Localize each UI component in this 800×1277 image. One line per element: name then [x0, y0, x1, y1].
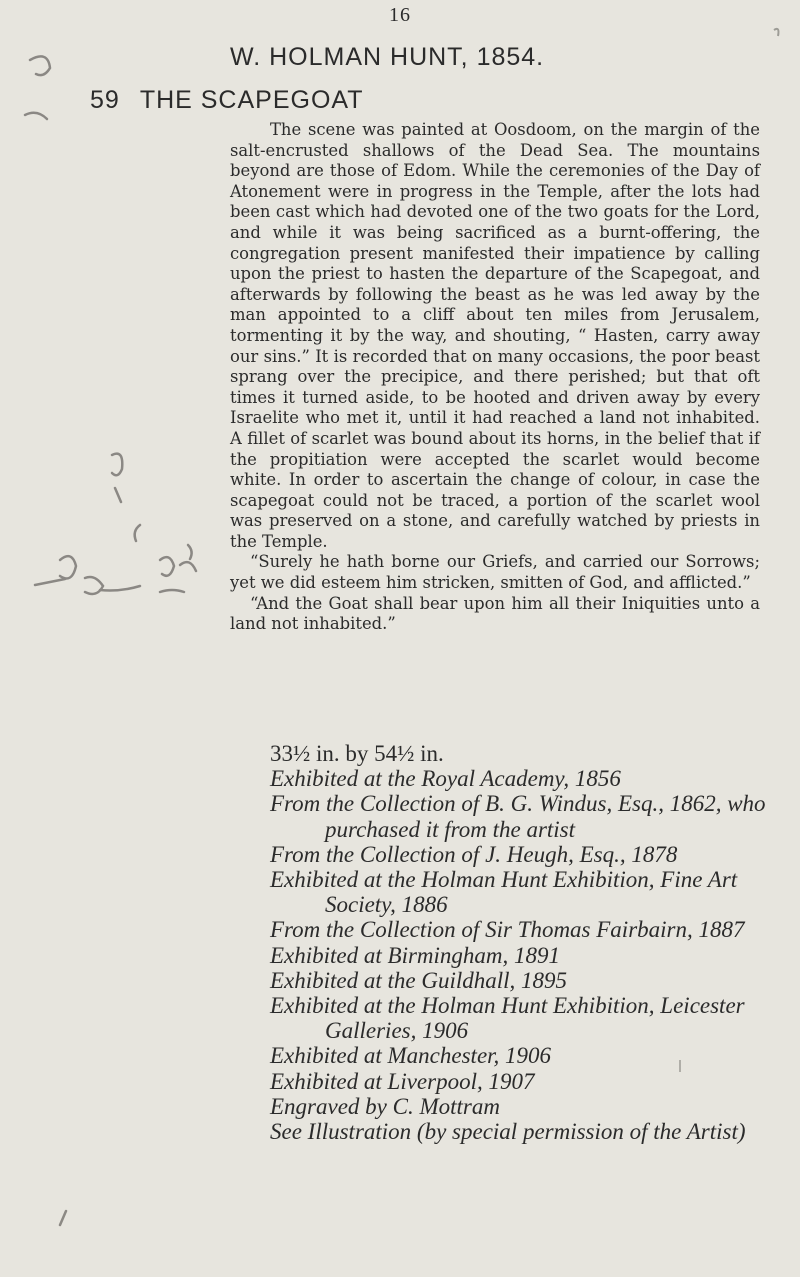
provenance-item: Exhibited at the Holman Hunt Exhibition, Fine Art — [270, 867, 738, 893]
provenance-item: Exhibited at Manchester, 1906 — [270, 1043, 552, 1069]
provenance-item: Exhibited at Liverpool, 1907 — [270, 1068, 535, 1094]
provenance-item-continued: purchased it from the artist — [325, 816, 576, 842]
provenance-item: Exhibited at Birmingham, 1891 — [270, 942, 561, 968]
catalogue-number: 59 — [90, 86, 120, 114]
provenance-item: Engraved by C. Mottram — [270, 1093, 500, 1119]
description-text — [230, 120, 760, 635]
provenance-item: From the Collection of J. Heugh, Esq., 1878 — [270, 841, 678, 867]
provenance-item: Exhibited at the Royal Academy, 1856 — [270, 766, 621, 792]
provenance-item: From the Collection of B. G. Windus, Esq., 1862, who — [270, 791, 766, 817]
scripture-quote: “Surely he hath borne our Griefs, and carried our Sorrows; yet we did esteem him stricken, smitten of God, and afflicted.” — [230, 552, 760, 593]
page-number: 16 — [389, 4, 411, 26]
painting-details — [270, 741, 790, 1144]
artist-heading: W. HOLMAN HUNT, 1854. — [230, 43, 545, 71]
painting-title: THE SCAPEGOAT — [139, 86, 364, 114]
painting-dimensions: 33½ in. by 54½ in. — [270, 741, 444, 766]
provenance-item-continued: Society, 1886 — [325, 892, 448, 918]
description-paragraph: The scene was painted at Oosdoom, on the margin of the salt-encrusted shallows of the Dead Sea. The mountains beyond are those of Edom. While the ceremonies of the Day of Atonement were in progress in the Temple, after the lots had been cast which had devoted one of the two goats for the Lord, and while it was being sacrificed as a burnt-offering, the congregation present manifested their impatience by calling upon the priest to hasten the departure of the Scapegoat, and afterwards by following the beast as he was led away by the man appointed to a cliff about ten miles from Jerusalem, tormenting it by the way, and shouting, “ Hasten, carry away our sins.” It is recorded that on many occasions, the poor beast sprang over the precipice, and there perished; but that oft times it turned aside, to be hooted and driven away by every Israelite who met it, until it had reached a land not inhabited. A fillet of scarlet was bound about its horns, in the belief that if the propitiation were accepted the scarlet would become white. In order to ascertain the change of colour, in case the scapegoat could not be traced, a portion of the scarlet wool was preserved on a stone, and carefully watched by priests in the Temple. — [230, 120, 760, 551]
scripture-quote: “And the Goat shall bear upon him all their Iniquities unto a land not inhabited.” — [230, 593, 760, 634]
provenance-item: Exhibited at the Holman Hunt Exhibition, Leicester — [270, 993, 745, 1019]
provenance-item: Exhibited at the Guildhall, 1895 — [270, 967, 568, 993]
provenance-item: See Illustration (by special permission of the Artist) — [270, 1119, 746, 1145]
provenance-item-continued: Galleries, 1906 — [325, 1018, 469, 1044]
provenance-item: From the Collection of Sir Thomas Fairbairn, 1887 — [270, 917, 745, 943]
catalogue-entry-title — [90, 86, 364, 115]
